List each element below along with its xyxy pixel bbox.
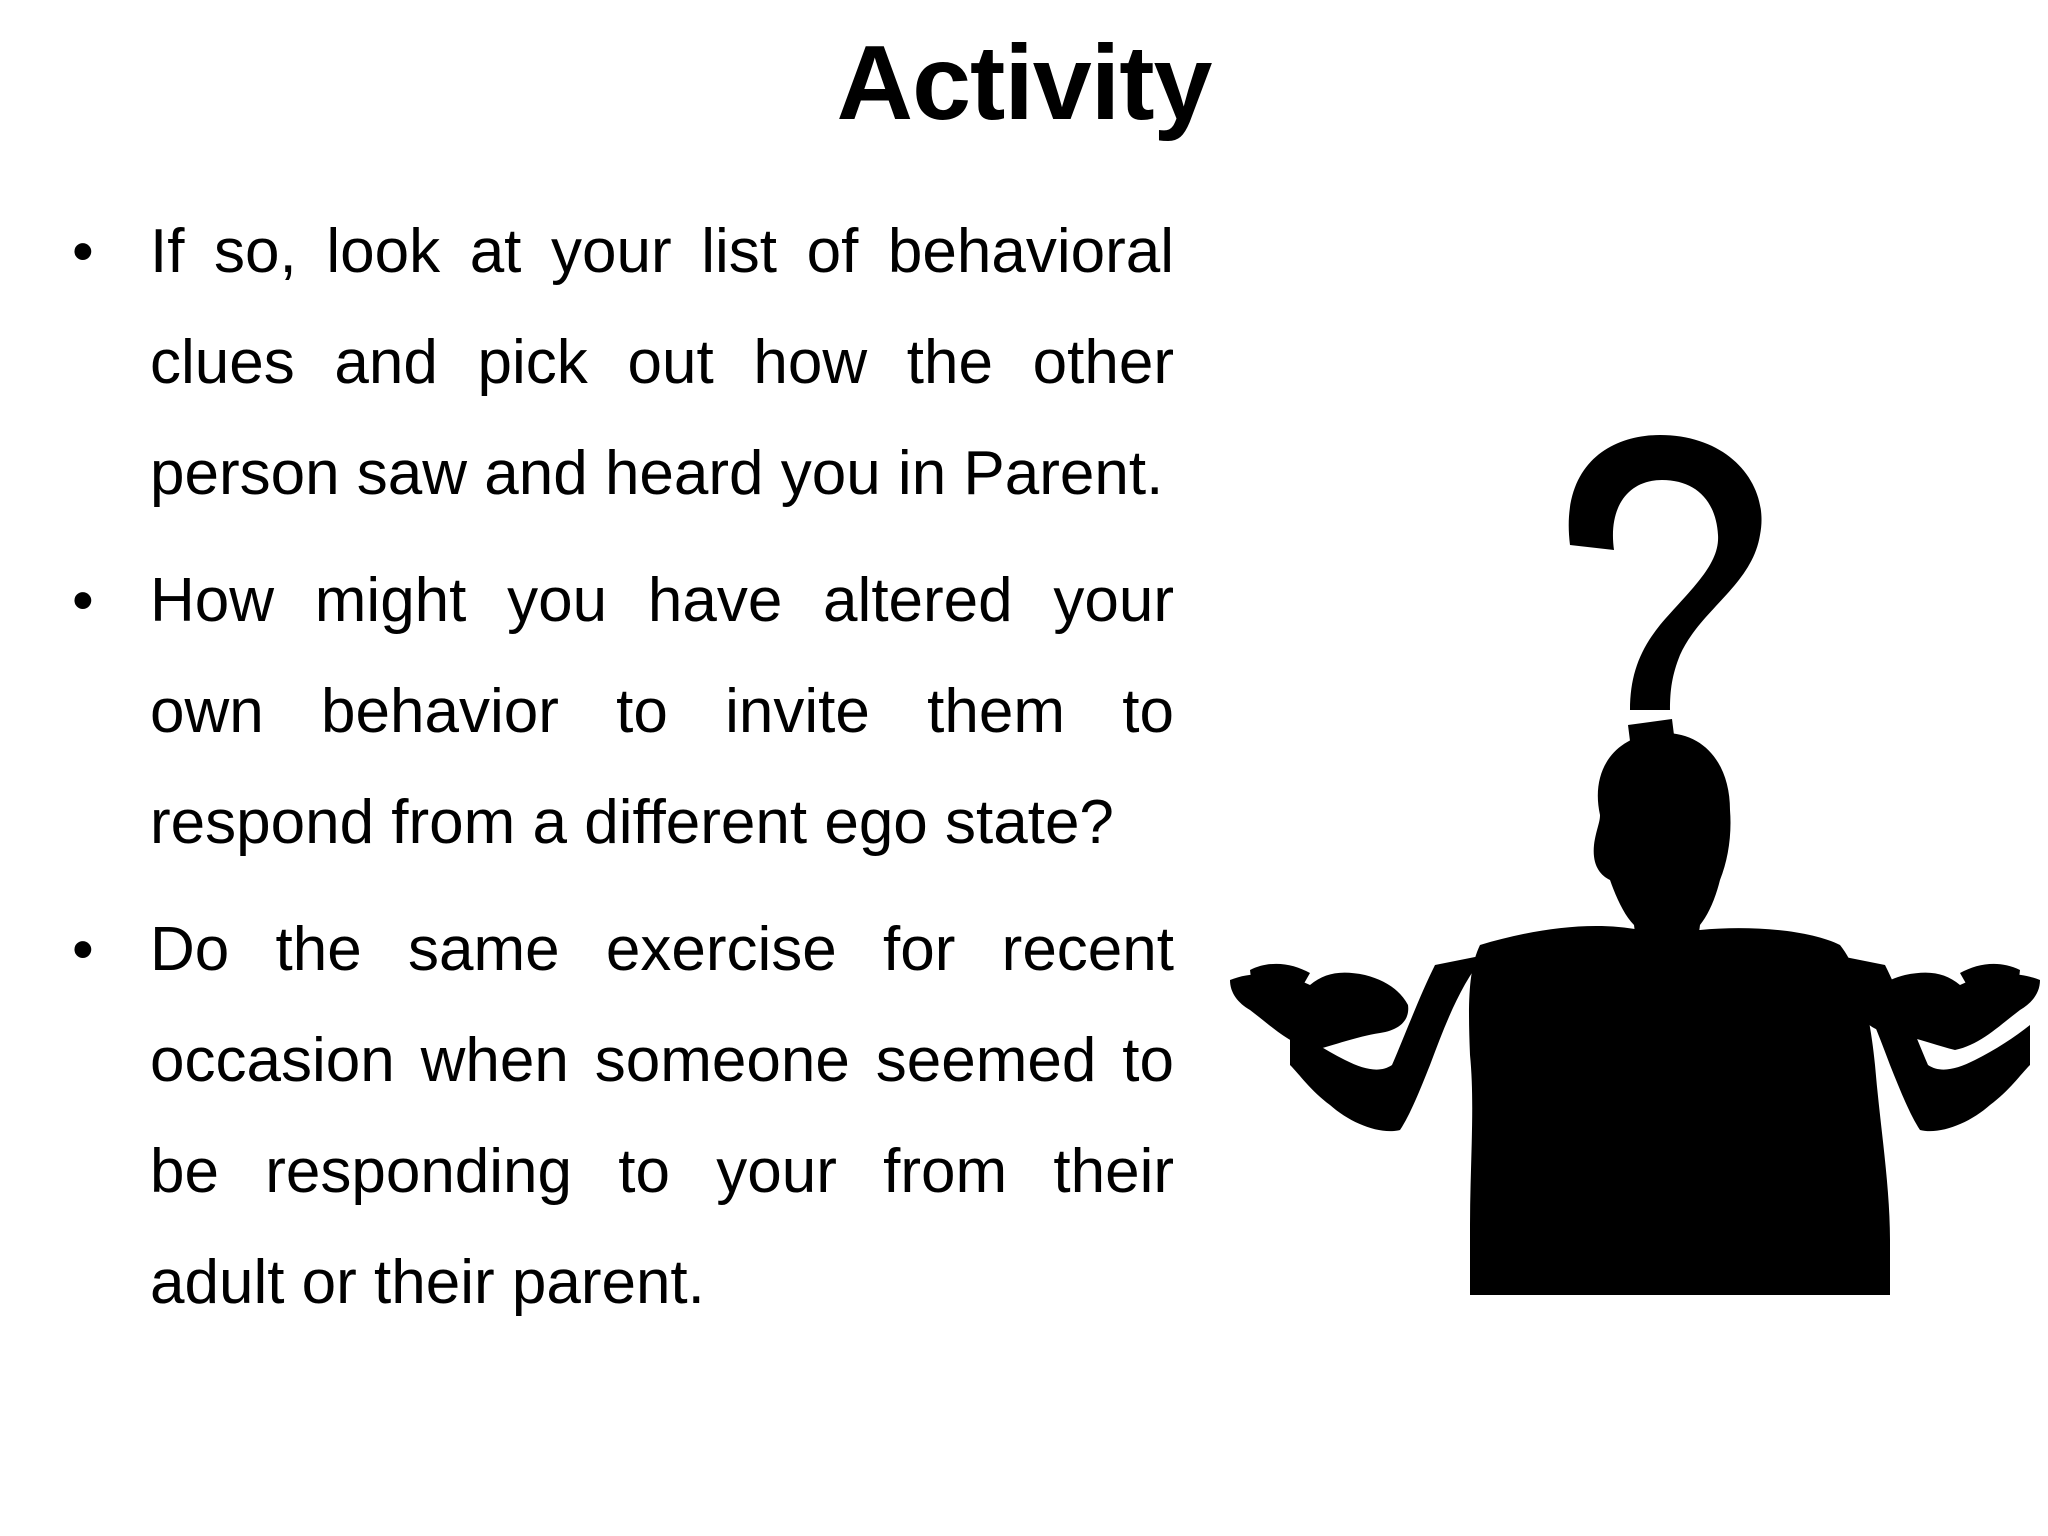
bullet-dot-icon: •: [72, 217, 94, 286]
slide-title: Activity: [836, 24, 1212, 142]
bullet-item: [64, 196, 1174, 529]
bullet-item: [64, 545, 1174, 878]
bullet-text: Do the same exercise for recent occasion when someone seemed to be responding to your from their adult or their parent.: [150, 915, 1174, 1317]
bullet-dot-icon: •: [72, 915, 94, 984]
question-mark-icon: [1569, 435, 1762, 710]
bullet-item: [64, 894, 1174, 1338]
bullet-list: [64, 196, 1174, 1354]
shrugging-person-question-mark-icon: [1230, 425, 2040, 1305]
bullet-dot-icon: •: [72, 566, 94, 635]
bullet-text: If so, look at your list of behavioral clues and pick out how the other person saw and heard you in Parent.: [150, 217, 1174, 508]
bullet-text: How might you have altered your own behavior to invite them to respond from a different ego state?: [150, 566, 1174, 857]
head-icon: [1594, 733, 1731, 957]
body-icon: [1469, 926, 1890, 1295]
